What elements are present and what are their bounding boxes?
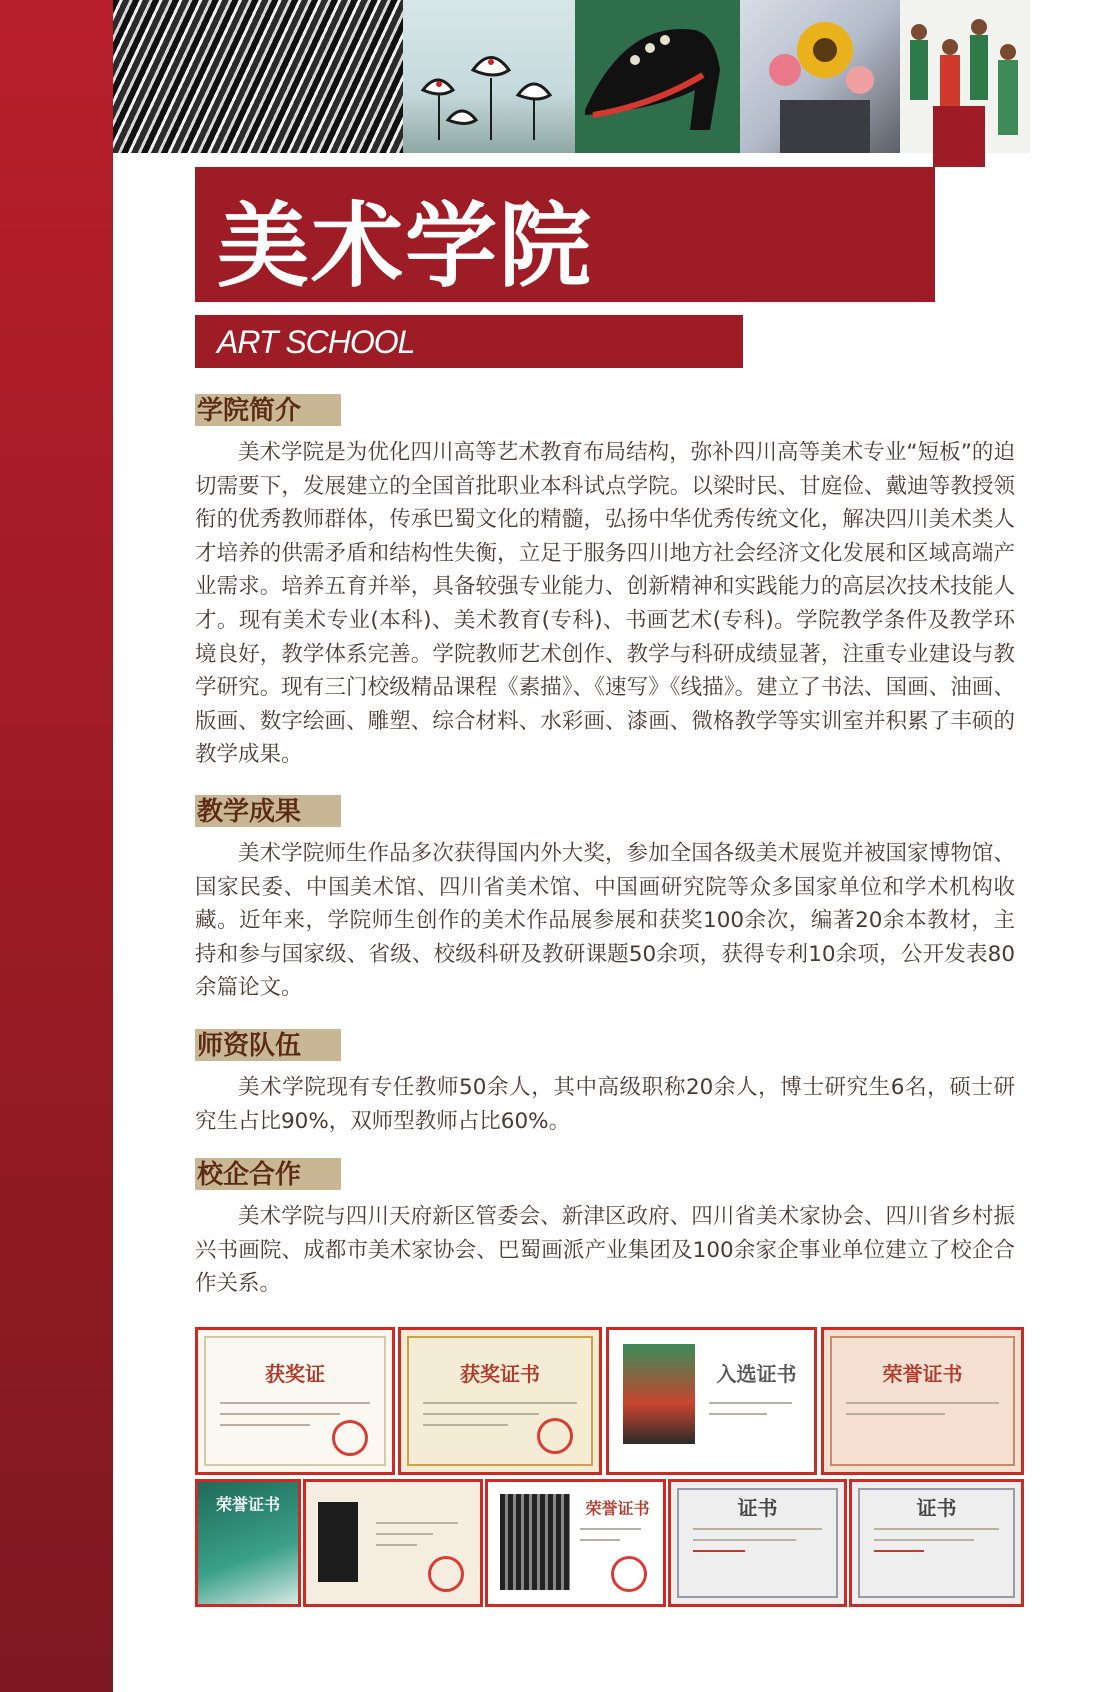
- seal-stamp-icon: [611, 1556, 647, 1592]
- artwork-thumbnail-image: [500, 1494, 570, 1590]
- section-paragraph: 美术学院与四川天府新区管委会、新津区政府、四川省美术家协会、四川省乡村振兴书画院、成都市美术家协会、巴蜀画派产业集团及100余家企事业单位建立了校企合作关系。: [195, 1204, 1015, 1297]
- certificate-image: [849, 1479, 1024, 1607]
- seal-stamp-icon: [428, 1556, 464, 1592]
- section-faculty: [195, 1029, 1015, 1138]
- certificate-text-lines: [693, 1528, 822, 1561]
- artwork-thumbnail-image: [623, 1344, 695, 1444]
- certificate-image: [821, 1327, 1024, 1475]
- section-college-intro: [195, 394, 1015, 772]
- certificate-title: 入选证书: [716, 1362, 797, 1386]
- section-paragraph: 美术学院现有专任教师50余人，其中高级职称20余人，博士研究生6名，硕士研究生占比90%，双师型教师占比60%。: [195, 1075, 1015, 1134]
- section-heading: 师资队伍: [195, 1029, 341, 1061]
- title-banner: [195, 167, 935, 302]
- certificate-image: [485, 1479, 666, 1607]
- section-school-enterprise: [195, 1158, 1015, 1301]
- certificate-text-lines: [846, 1402, 999, 1424]
- certificate-border: [830, 1336, 1015, 1466]
- certificate-title: 获奖证: [265, 1362, 325, 1386]
- left-red-bar: [0, 0, 113, 1692]
- certificate-text-lines: [376, 1522, 458, 1555]
- page-subtitle: ART SCHOOL: [217, 324, 415, 360]
- certificate-text-lines: [709, 1402, 792, 1424]
- artwork-woodcut-image: [113, 0, 403, 153]
- section-paragraph: 美术学院是为优化四川高等艺术教育布局结构，弥补四川高等美术专业“短板”的迫切需要下，发展建立的全国首批职业本科试点学院。以梁时民、甘庭俭、戴迪等教授领衔的优秀教师群体，传承巴蜀文化的精髓，弘扬中华优秀传统文化，解决四川美术类人才培养的供需矛盾和结构性失衡，立足于服务四川地方社会经济文化发展和区域高端产业需求。培养五育并举，具备较强专业能力、创新精神和实践能力的高层次技术技能人才。现有美术专业(本科)、美术教育(专科)、书画艺术(专科)。学院教学条件及教学环境良好，教学体系完善。学院教师艺术创作、教学与科研成绩显著，注重专业建设与教学研究。现有三门校级精品课程《素描》、《速写》《线描》。建立了书法、国画、油画、版画、数字绘画、雕塑、综合材料、水彩画、漆画、微格教学等实训室并积累了丰硕的教学成果。: [195, 440, 1015, 768]
- page-title: 美术学院: [217, 193, 594, 300]
- certificate-image: [668, 1479, 847, 1607]
- certificate-title: 荣誉证书: [882, 1362, 963, 1386]
- certificate-title: 荣誉证书: [585, 1499, 650, 1518]
- section-teaching-results: [195, 795, 1015, 1005]
- certificate-image: [195, 1327, 395, 1475]
- seal-stamp-icon: [537, 1418, 573, 1454]
- artwork-high-heel-image: [575, 0, 740, 153]
- certificate-image: [195, 1479, 301, 1607]
- artwork-sunflower-image: [740, 0, 900, 153]
- certificate-title: 获奖证书: [460, 1362, 540, 1386]
- title-banner-tail: [933, 106, 985, 167]
- certificate-title: 荣誉证书: [215, 1495, 280, 1514]
- certificate-title: 证书: [737, 1496, 778, 1520]
- subtitle-banner: [195, 315, 743, 368]
- certificate-text-lines: [580, 1528, 641, 1550]
- section-heading: 校企合作: [195, 1158, 341, 1190]
- certificate-title: 证书: [916, 1496, 957, 1520]
- certificate-image: [303, 1479, 483, 1607]
- artwork-cranes-image: [403, 0, 575, 153]
- artwork-thumbnail-image: [318, 1502, 358, 1582]
- certificate-image: [606, 1327, 817, 1475]
- certificate-image: [398, 1327, 602, 1475]
- seal-stamp-icon: [332, 1420, 368, 1456]
- section-paragraph: 美术学院师生作品多次获得国内外大奖，参加全国各级美术展览并被国家博物馆、国家民委、中国美术馆、四川省美术馆、中国画研究院等众多国家单位和学术机构收藏。近年来，学院师生创作的美术作品展参展和获奖100余次，编著20余本教材，主持和参与国家级、省级、校级科研及教研课题50余项，获得专利10余项，公开发表80余篇论文。: [195, 841, 1015, 1001]
- certificate-text-lines: [874, 1528, 999, 1561]
- section-heading: 学院简介: [195, 394, 341, 426]
- section-heading: 教学成果: [195, 795, 341, 827]
